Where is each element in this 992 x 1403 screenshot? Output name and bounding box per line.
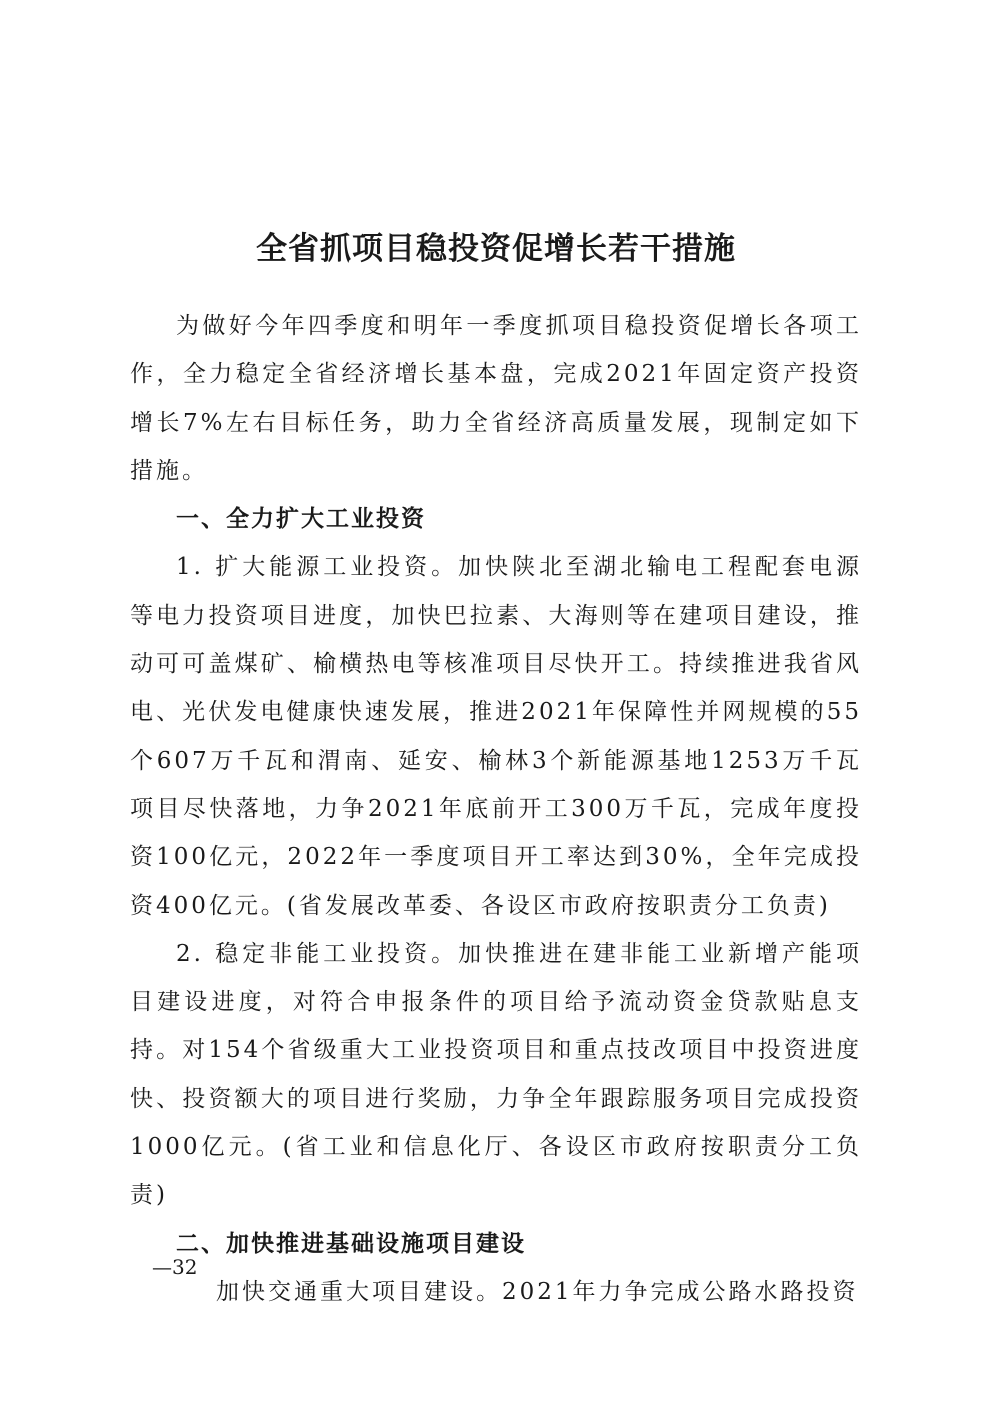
section-heading-2: 二、加快推进基础设施项目建设 — [176, 1230, 526, 1257]
document-body — [130, 302, 862, 1316]
section-heading-1: 一、全力扩大工业投资 — [176, 506, 426, 533]
intro-paragraph: 为做好今年四季度和明年一季度抓项目稳投资促增长各项工作，全力稳定全省经济增长基本盘，完成2021年固定资产投资增长7%左右目标任务，助力全省经济高质量发展，现制定如下措施。 — [130, 313, 862, 484]
page-number: —32 — [152, 1255, 198, 1279]
document-title: 全省抓项目稳投资促增长若干措施 — [256, 231, 736, 267]
item-paragraph-2: 2. 稳定非能工业投资。加快推进在建非能工业新增产能项目建设进度，对符合申报条件的项目给予流动资金贷款贴息支持。对154个省级重大工业投资项目和重点技改项目中投资进度快、投资额大的项目进行奖励，力争全年跟踪服务项目完成投资1000亿元。(省工业和信息化厅、各设区市政府按职责分工负责) — [130, 940, 862, 1209]
item-paragraph-3 — [130, 1268, 862, 1316]
item-paragraph-1: 1. 扩大能源工业投资。加快陕北至湖北输电工程配套电源等电力投资项目进度，加快巴拉素、大海则等在建项目建设，推动可可盖煤矿、榆横热电等核准项目尽快开工。持续推进我省风电、光伏发电健康快速发展，推进2021年保障性并网规模的55个607万千瓦和渭南、延安、榆林3个新能源基地1253万千瓦项目尽快落地，力争2021年底前开工300万千瓦，完成年度投资100亿元，2022年一季度项目开工率达到30%，全年完成投资400亿元。(省发展改革委、各设区市政府按职责分工负责) — [130, 554, 862, 919]
item-paragraph-3-text: 加快交通重大项目建设。2021年力争完成公路水路投资 — [216, 1278, 859, 1305]
